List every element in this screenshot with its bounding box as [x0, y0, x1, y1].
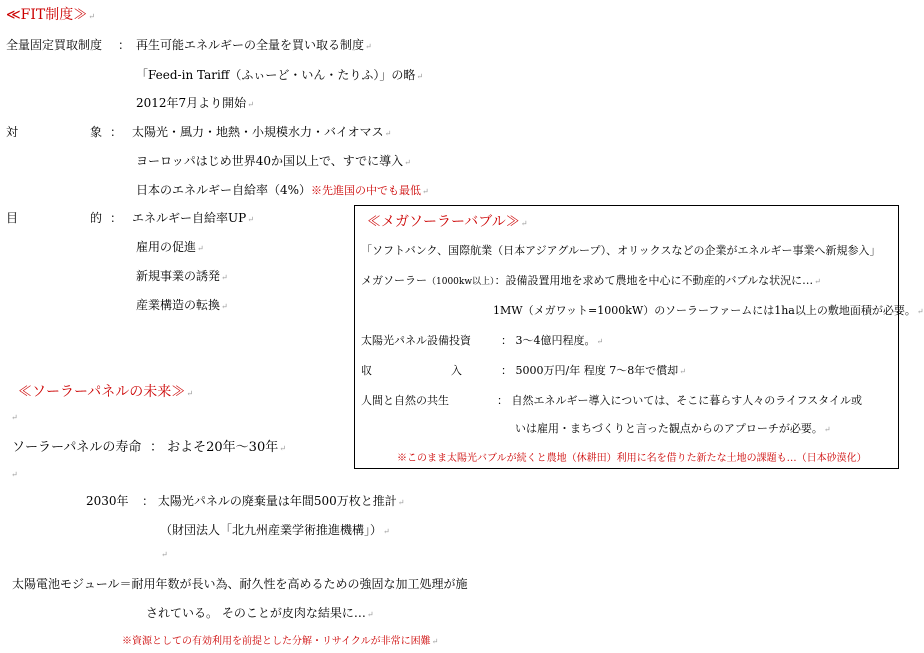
mega-label-income-a: 収 — [361, 364, 372, 377]
fit-purpose-item: 産業構造の転換↵ — [136, 298, 228, 312]
fit-label-system: 全量固定買取制度 — [6, 38, 103, 52]
panel-waste-line-1: ： 太陽光パネルの廃棄量は年間500万枚と推計↵ — [142, 494, 405, 508]
mega-solar-box — [354, 205, 924, 469]
fit-line-2: 「Feed-in Tariff（ふぃーど・いん・たりふ）」の略↵ — [136, 68, 424, 82]
mega-note: ※このまま太陽光バブルが続くと農地（休耕田）利用に名を借りた新たな土地の課題も…（日本砂漠化） — [397, 453, 867, 464]
panel-heading: ≪ソーラーパネルの未来≫↵ — [18, 384, 194, 400]
fit-purpose-item: 新規事業の誘発↵ — [136, 269, 228, 283]
paragraph-mark: ↵ — [161, 550, 168, 559]
mega-invest-value: ： 3～4億円程度。↵ — [501, 334, 604, 347]
fit-line-3: 2012年7月より開始↵ — [136, 96, 254, 110]
mega-label-invest: 太陽光パネル設備投資 — [361, 334, 471, 347]
fit-target-note: ※先進国の中でも最低 — [311, 184, 422, 197]
fit-colon-1: ： — [118, 38, 131, 52]
mega-coexist-line-1: ： 自然エネルギー導入については、そこに暮らす人々のライフスタイル或 — [497, 394, 862, 407]
fit-line-1: 再生可能エネルギーの全量を買い取る制度↵ — [136, 38, 372, 52]
mega-coexist-line-2: いは雇用・まちづくりと言った観点からのアプローチが必要。↵ — [515, 422, 831, 435]
mega-line-2: メガソーラー（1000kw以上）：設備設置用地を求めて農地を中心に不動産的バブルな状況に…↵ — [361, 274, 821, 287]
panel-life-value: ： およそ20年～30年↵ — [150, 440, 286, 455]
panel-life-label: ソーラーパネルの寿命 — [12, 440, 142, 455]
fit-label-purpose-b: 的 — [90, 211, 103, 225]
fit-target-line-2: ヨーロッパはじめ世界40か国以上で、すでに導入↵ — [136, 154, 411, 168]
mega-label-coexist: 人間と自然の共生 — [361, 394, 449, 407]
mega-line-1: 「ソフトバンク、国際航業（日本アジアグループ）、オリックスなどの企業がエネルギー事業へ新規参入」 — [361, 244, 881, 257]
paragraph-mark: ↵ — [11, 470, 18, 479]
panel-module-line-2: されている。 そのことが皮肉な結果に…↵ — [146, 606, 374, 620]
fit-purpose-item: 雇用の促進↵ — [136, 240, 204, 254]
fit-label-target-b: 象 — [90, 125, 103, 139]
fit-colon-2: ： — [110, 125, 123, 139]
mega-heading: ≪メガソーラーバブル≫↵ — [367, 214, 528, 230]
fit-label-target-a: 対 — [6, 125, 19, 139]
panel-year: 2030年 — [86, 494, 129, 508]
mega-income-value: ： 5000万円/年 程度 7～8年で償却↵ — [501, 364, 686, 377]
panel-note: ※資源としての有効利用を前提とした分解・リサイクルが非常に困難↵ — [122, 636, 439, 647]
fit-label-purpose-a: 目 — [6, 211, 19, 225]
paragraph-mark: ↵ — [11, 413, 18, 422]
fit-target-line-3: 日本のエネルギー自給率（4%）※先進国の中でも最低↵ — [136, 183, 429, 197]
panel-module-line-1: 太陽電池モジュール＝耐用年数が長い為、耐久性を高めるための強固な加工処理が施 — [12, 577, 468, 591]
fit-heading: ≪FIT制度≫↵ — [6, 7, 95, 23]
panel-waste-line-2: （財団法人「北九州産業学術推進機構」）↵ — [160, 523, 390, 537]
fit-target-line-1: 太陽光・風力・地熱・小規模水力・バイオマス↵ — [132, 125, 392, 139]
fit-purpose-item: エネルギー自給率UP↵ — [132, 211, 254, 225]
mega-label-income-b: 入 — [451, 364, 462, 377]
mega-line-3: 1MW（メガワット=1000kW）のソーラーファームには1ha以上の敷地面積が必要。↵ — [493, 304, 924, 317]
fit-colon-3: ： — [110, 211, 123, 225]
